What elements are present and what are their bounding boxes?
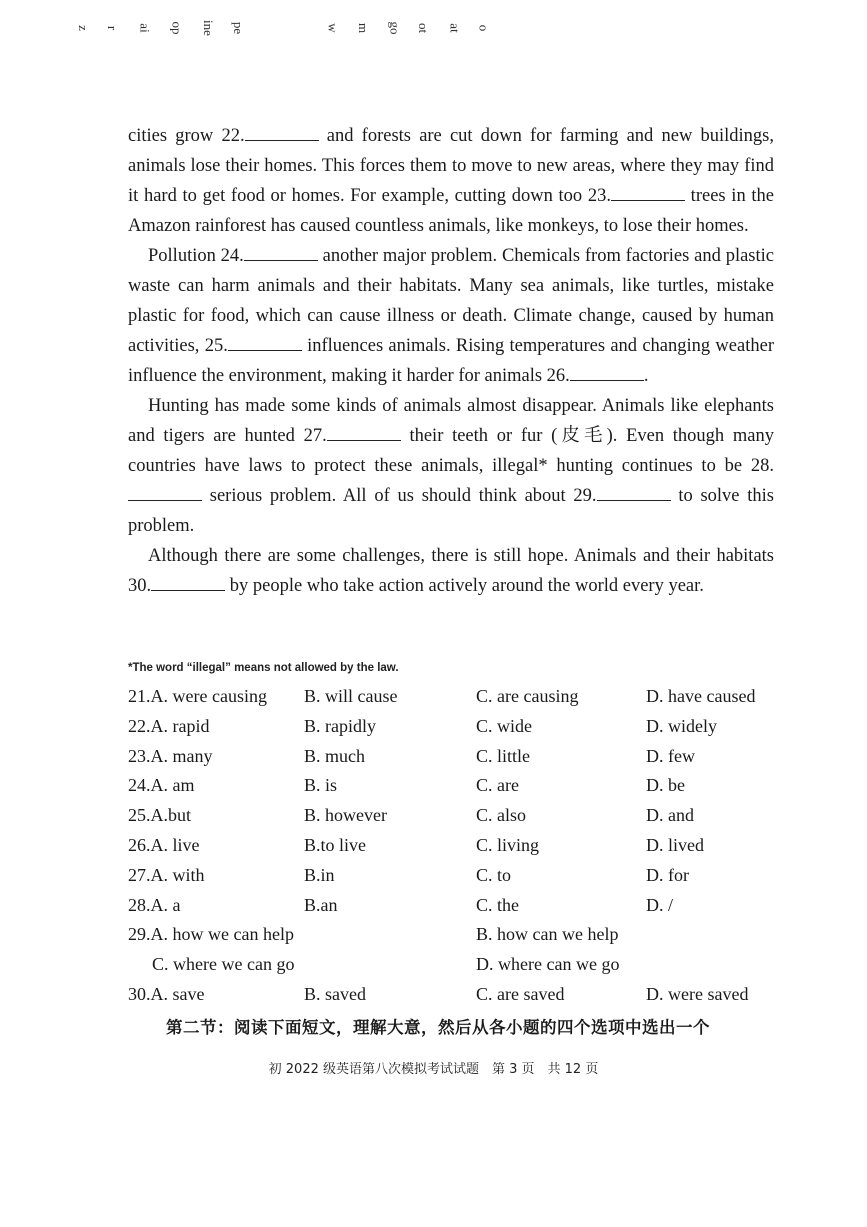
option-b: B. is: [304, 775, 338, 796]
blank-30: [151, 572, 225, 591]
option-d: D. few: [646, 745, 695, 766]
option-b: B.an: [304, 894, 338, 915]
option-b: B.to live: [304, 834, 366, 855]
blank-24: [244, 242, 318, 261]
bleed-mark: m: [356, 22, 372, 34]
option-a: 23.A. many: [128, 745, 213, 766]
bleed-mark: o: [476, 24, 492, 32]
passage-paragraph-3: Hunting has made some kinds of animals almost disappear. Animals like elephants and tigers are hunted 27. their teeth or fur (皮毛). Even though many countries have laws to protect these animals, illegal* hunting continues to be 28. serious problem. All of us should think about 29. to solve this problem.: [128, 396, 774, 536]
question-row-27: [128, 865, 788, 895]
question-row-29b: [128, 954, 788, 984]
option-a: 29.A. how we can help: [128, 924, 294, 945]
bleed-mark: op: [169, 21, 185, 35]
option-c: C. where we can go: [152, 954, 295, 975]
passage-paragraph-4: Although there are some challenges, there is still hope. Animals and their habitats 30. by people who take action actively around the world every year.: [128, 546, 774, 596]
blank-28: [128, 482, 202, 501]
option-c: C. the: [476, 894, 519, 915]
option-c: C. are causing: [476, 686, 579, 706]
question-row-28: [128, 895, 788, 925]
bleed-mark: go: [387, 21, 403, 35]
option-b: B. rapidly: [304, 715, 376, 736]
option-d: D. were saved: [646, 983, 749, 1004]
question-row-22: [128, 716, 788, 746]
question-row-23: [128, 746, 788, 776]
option-d: D. have caused: [646, 686, 756, 706]
footnote-illegal: *The word “illegal” means not allowed by the law.: [128, 662, 399, 674]
blank-27: [327, 422, 401, 441]
option-a: 26.A. live: [128, 834, 200, 855]
option-a: 24.A. am: [128, 775, 195, 796]
question-row-25: [128, 805, 788, 835]
bleed-mark: ai: [137, 23, 153, 33]
passage-paragraph-1: cities grow 22. and forests are cut down for farming and new buildings, animals lose their homes. This forces them to move to new areas, where they may find it hard to get food or homes. For example, cutting down too 23. trees in the Amazon rainforest has caused countless animals, like monkeys, to lose their homes.: [128, 121, 774, 241]
option-b: B. will cause: [304, 686, 398, 706]
option-b: B. much: [304, 745, 365, 766]
option-a: 25.A.but: [128, 805, 191, 826]
option-d: D. where can we go: [476, 954, 620, 975]
option-a: 22.A. rapid: [128, 715, 210, 736]
bleed-mark: at: [447, 23, 463, 33]
question-row-24: [128, 775, 788, 805]
option-c: C. are: [476, 775, 519, 796]
blank-22: [245, 122, 319, 141]
page-footer: 初 2022 级英语第八次模拟考试试题 第 3 页 共 12 页: [268, 1062, 599, 1077]
bleed-mark: r: [105, 25, 121, 31]
question-row-29: [128, 924, 788, 954]
blank-25: [228, 332, 302, 351]
question-row-21: [128, 686, 788, 716]
option-b: B. how can we help: [476, 924, 619, 945]
option-a: 28.A. a: [128, 894, 181, 915]
option-a: 30.A. save: [128, 983, 205, 1004]
option-b: B. however: [304, 805, 387, 826]
option-a: 21.A. were causing: [128, 686, 267, 706]
option-c: C. to: [476, 864, 512, 885]
bleed-mark: z: [75, 25, 91, 31]
option-d: D. be: [646, 775, 685, 796]
option-d: D. and: [646, 805, 694, 826]
bleed-mark: ot: [416, 22, 432, 34]
option-d: D. widely: [646, 715, 717, 736]
option-d: D. lived: [646, 834, 704, 855]
option-d: D. for: [646, 864, 689, 885]
option-d: D. /: [646, 894, 673, 915]
option-c: C. also: [476, 805, 527, 826]
answer-options: [128, 686, 788, 1014]
option-b: B.in: [304, 864, 335, 885]
option-c: C. wide: [476, 715, 532, 736]
passage-paragraph-2: Pollution 24. another major problem. Chemicals from factories and plastic waste can harm animals and their habitats. Many sea animals, like turtles, mistake plastic for food, which can cause illness or death. Climate change, caused by human activities, 25. influences animals. Rising temperatures and changing weather influence the environment, making it harder for animals 26. .: [128, 241, 774, 391]
option-c: C. are saved: [476, 983, 565, 1004]
blank-26: [570, 362, 644, 381]
bleed-mark: ine: [200, 20, 216, 36]
bleed-through-marks: [70, 14, 510, 48]
option-a: 27.A. with: [128, 864, 205, 885]
option-c: C. little: [476, 745, 530, 766]
question-row-26: [128, 835, 788, 865]
option-b: B. saved: [304, 983, 366, 1004]
section-2-heading: 第二节：阅读下面短文，理解大意，然后从各小题的四个选项中选出一个: [166, 1018, 710, 1037]
blank-29: [597, 482, 671, 501]
cloze-passage: [128, 121, 774, 601]
bleed-mark: pe: [231, 21, 247, 35]
bleed-mark: w: [325, 23, 341, 33]
question-row-30: [128, 984, 788, 1014]
option-c: C. living: [476, 834, 540, 855]
blank-23: [611, 182, 685, 201]
